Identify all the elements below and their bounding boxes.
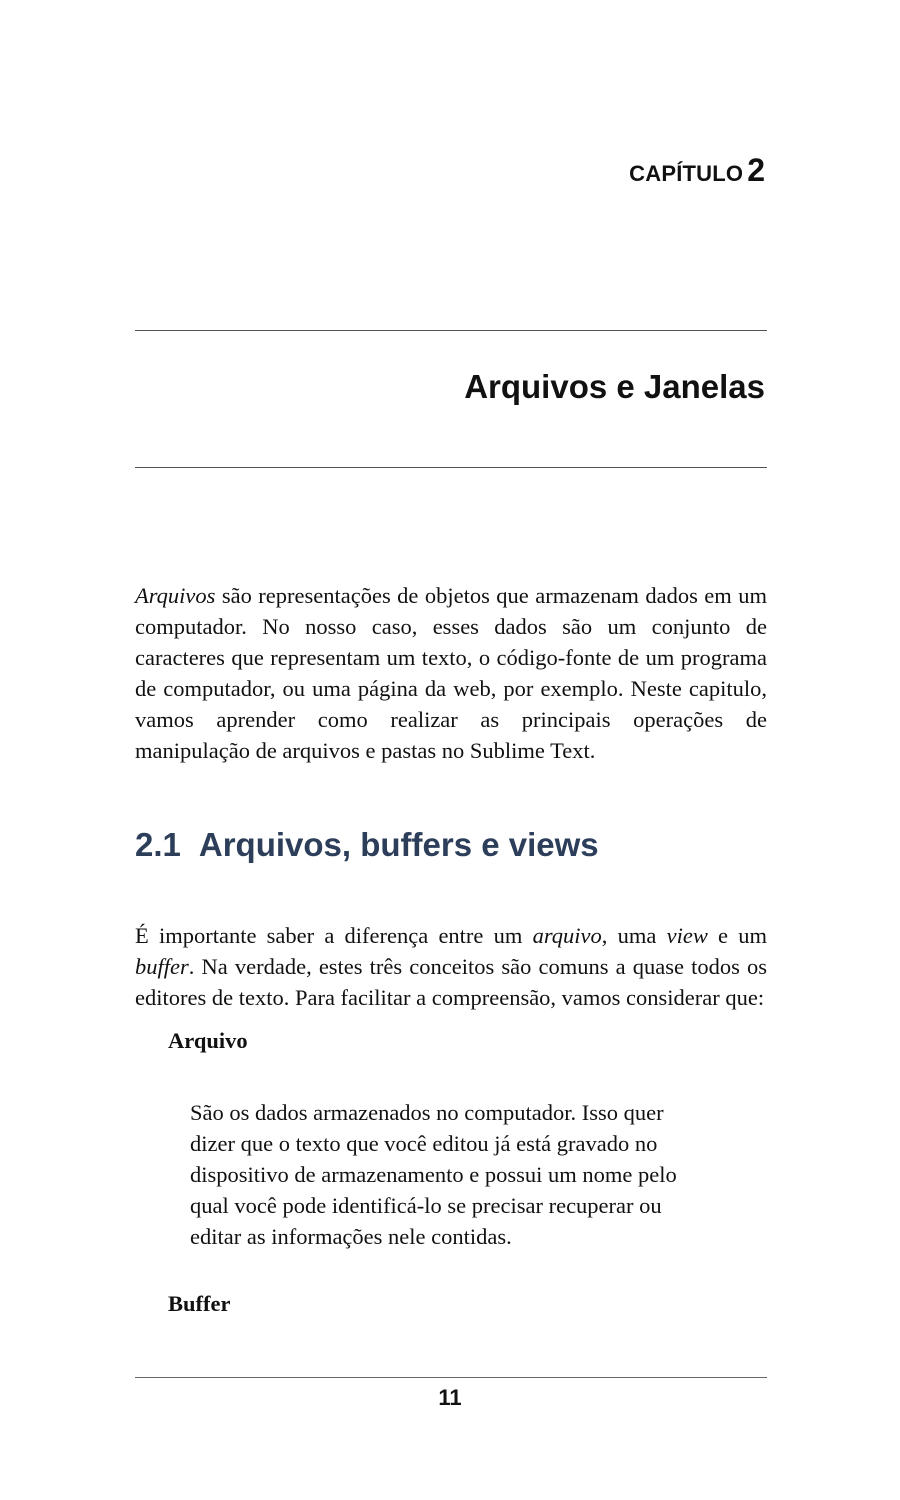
definition-term-arquivo: Arquivo [168,1028,248,1053]
section-intro-em-view: view [666,923,708,948]
chapter-number: 2 [747,152,765,188]
section-intro-text-2: , uma [601,923,667,948]
chapter-word: CAPÍTULO [629,161,744,186]
section-intro-em-arquivo: arquivo [532,923,602,948]
section-intro-text-3: e um [707,923,768,948]
section-intro-em-buffer: buffer [135,954,189,979]
chapter-label [629,152,765,189]
section-intro-text-4: . Na verdade, estes três conceitos são comuns a quase todos os editores de texto. Para facilitar a compreensão, vamos considerar que: [135,954,767,1010]
page-number: 11 [438,1385,462,1410]
section-intro-text-1: É importante saber a diferença entre um [135,923,533,948]
definition-text-arquivo: São os dados armazenados no computador. Isso quer dizer que o texto que você editou já está gravado no dispositivo de armazenamento e possui um nome pelo qual você pode identificá-lo se precisar recuperar ou editar as informações nele contidas. [190,1100,677,1249]
intro-italic-term: Arquivos [135,583,216,608]
intro-paragraph [135,580,767,766]
section-heading [135,826,599,864]
section-number: 2.1 [135,826,181,863]
section-title: Arquivos, buffers e views [198,826,599,863]
definition-term-buffer: Buffer [168,1291,231,1316]
section-intro-paragraph [135,920,767,1013]
chapter-title-bottom-rule [135,467,767,468]
chapter-title: Arquivos e Janelas [464,368,765,405]
footer-rule [135,1377,767,1378]
intro-text: são representações de objetos que armazenam dados em um computador. No nosso caso, esses dados são um conjunto de caracteres que representam um texto, o código-fonte de um programa de computador, ou uma página da web, por exemplo. Neste capitulo, vamos aprender como realizar as principais operações de manipulação de arquivos e pastas no Sublime Text. [135,583,767,763]
chapter-title-top-rule [135,330,767,331]
